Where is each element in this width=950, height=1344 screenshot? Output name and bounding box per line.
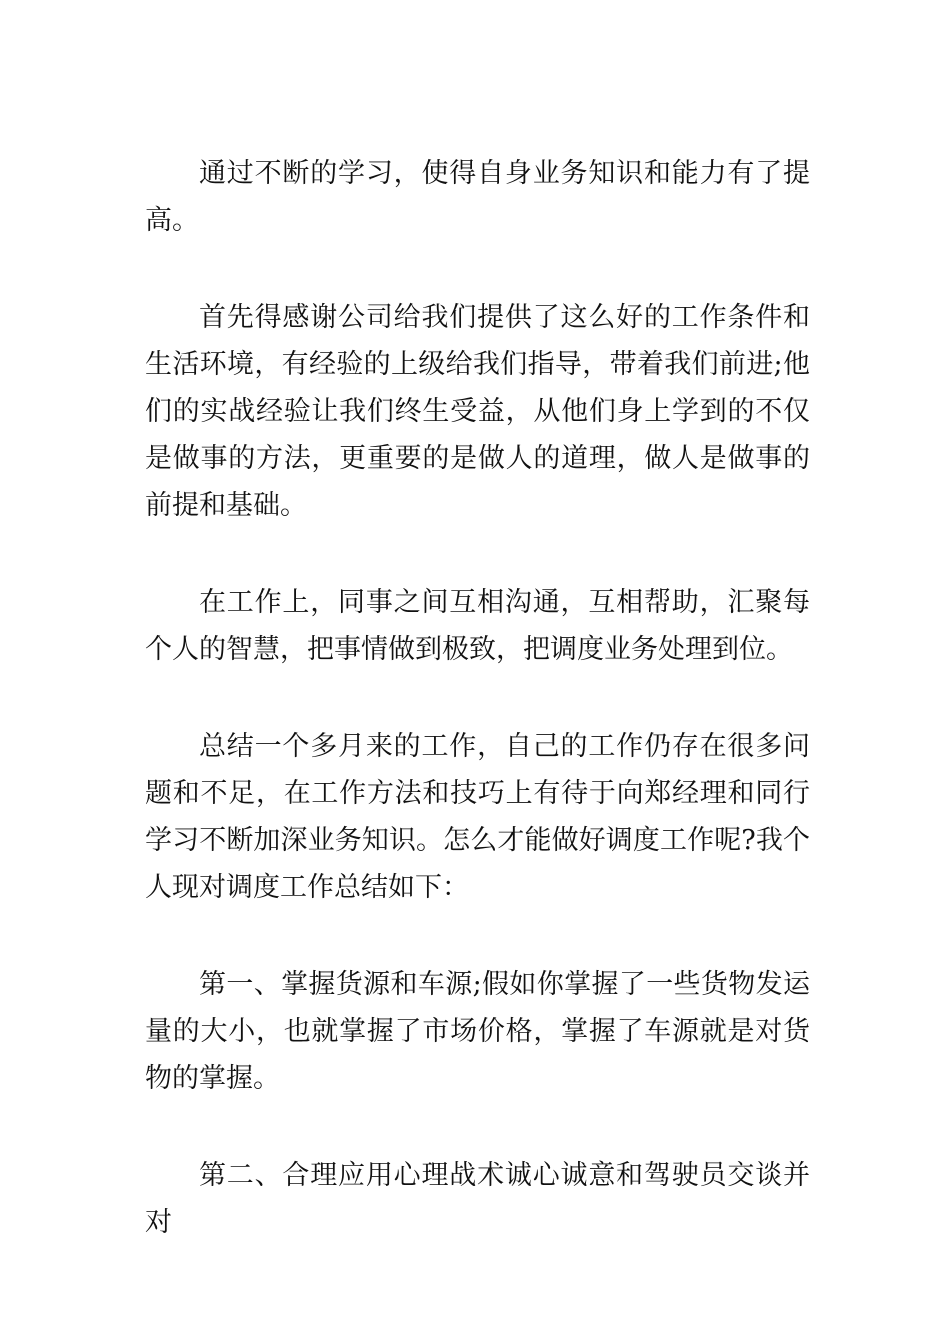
paragraph-5: 第一、掌握货源和车源;假如你掌握了一些货物发运量的大小，也就掌握了市场价格，掌握了车源就是对货物的掌握。 bbox=[145, 969, 810, 1094]
paragraph-3: 在工作上，同事之间互相沟通，互相帮助，汇聚每个人的智慧，把事情做到极致，把调度业务处理到位。 bbox=[145, 587, 810, 665]
paragraph-2: 首先得感谢公司给我们提供了这么好的工作条件和生活环境，有经验的上级给我们指导，带着我们前进;他们的实战经验让我们终生受益，从他们身上学到的不仅是做事的方法，更重要的是做人的道理，做人是做事的前提和基础。 bbox=[145, 302, 810, 521]
paragraph-1: 通过不断的学习，使得自身业务知识和能力有了提高。 bbox=[145, 158, 810, 236]
document-body bbox=[145, 150, 810, 1296]
paragraph-4: 总结一个多月来的工作，自己的工作仍存在很多问题和不足，在工作方法和技巧上有待于向郑经理和同行学习不断加深业务知识。怎么才能做好调度工作呢?我个人现对调度工作总结如下： bbox=[145, 731, 810, 903]
paragraph-6: 第二、合理应用心理战术诚心诚意和驾驶员交谈并对 bbox=[145, 1160, 810, 1238]
